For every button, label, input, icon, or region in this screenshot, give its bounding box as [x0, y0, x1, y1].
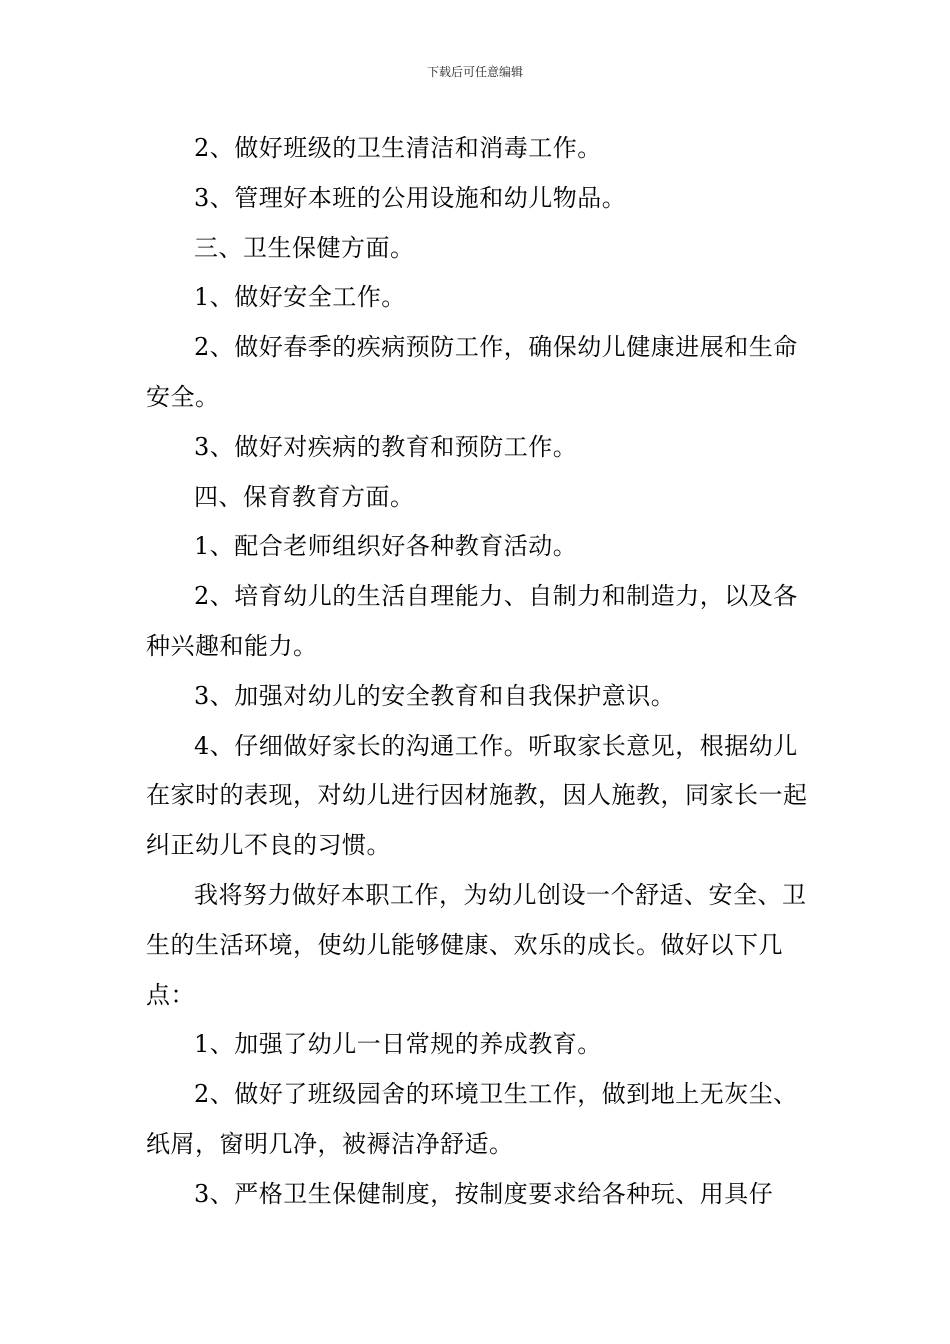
paragraph: 我将努力做好本职工作，为幼儿创设一个舒适、安全、卫生的生活环境，使幼儿能够健康、欢乐的成长。做好以下几点： — [146, 880, 807, 1009]
section-heading: 三、卫生保健方面。 — [194, 233, 415, 262]
section-heading: 四、保育教育方面。 — [194, 482, 415, 511]
paragraph: 3、加强对幼儿的安全教育和自我保护意识。 — [194, 681, 676, 710]
paragraph: 1、加强了幼儿一日常规的养成教育。 — [194, 1030, 602, 1059]
paragraph: 3、严格卫生保健制度，按制度要求给各种玩、用具仔 — [194, 1179, 774, 1208]
document-body — [146, 124, 816, 1220]
paragraph: 1、配合老师组织好各种教育活动。 — [194, 532, 578, 561]
paragraph: 1、做好安全工作。 — [194, 283, 406, 312]
page-header: 下载后可任意编辑 — [426, 65, 523, 79]
paragraph: 2、培育幼儿的生活自理能力、自制力和制造力，以及各种兴趣和能力。 — [146, 582, 798, 660]
paragraph: 2、做好了班级园舍的环境卫生工作，做到地上无灰尘、纸屑，窗明几净，被褥洁净舒适。 — [146, 1080, 798, 1158]
paragraph: 2、做好春季的疾病预防工作，确保幼儿健康进展和生命安全。 — [146, 333, 798, 411]
paragraph: 2、做好班级的卫生清洁和消毒工作。 — [194, 134, 602, 162]
paragraph: 3、做好对疾病的教育和预防工作。 — [194, 432, 578, 461]
paragraph: 4、仔细做好家长的沟通工作。听取家长意见，根据幼儿在家时的表现，对幼儿进行因材施教，因人施教，同家长一起纠正幼儿不良的习惯。 — [146, 731, 808, 860]
paragraph: 3、管理好本班的公用设施和幼儿物品。 — [194, 183, 627, 212]
